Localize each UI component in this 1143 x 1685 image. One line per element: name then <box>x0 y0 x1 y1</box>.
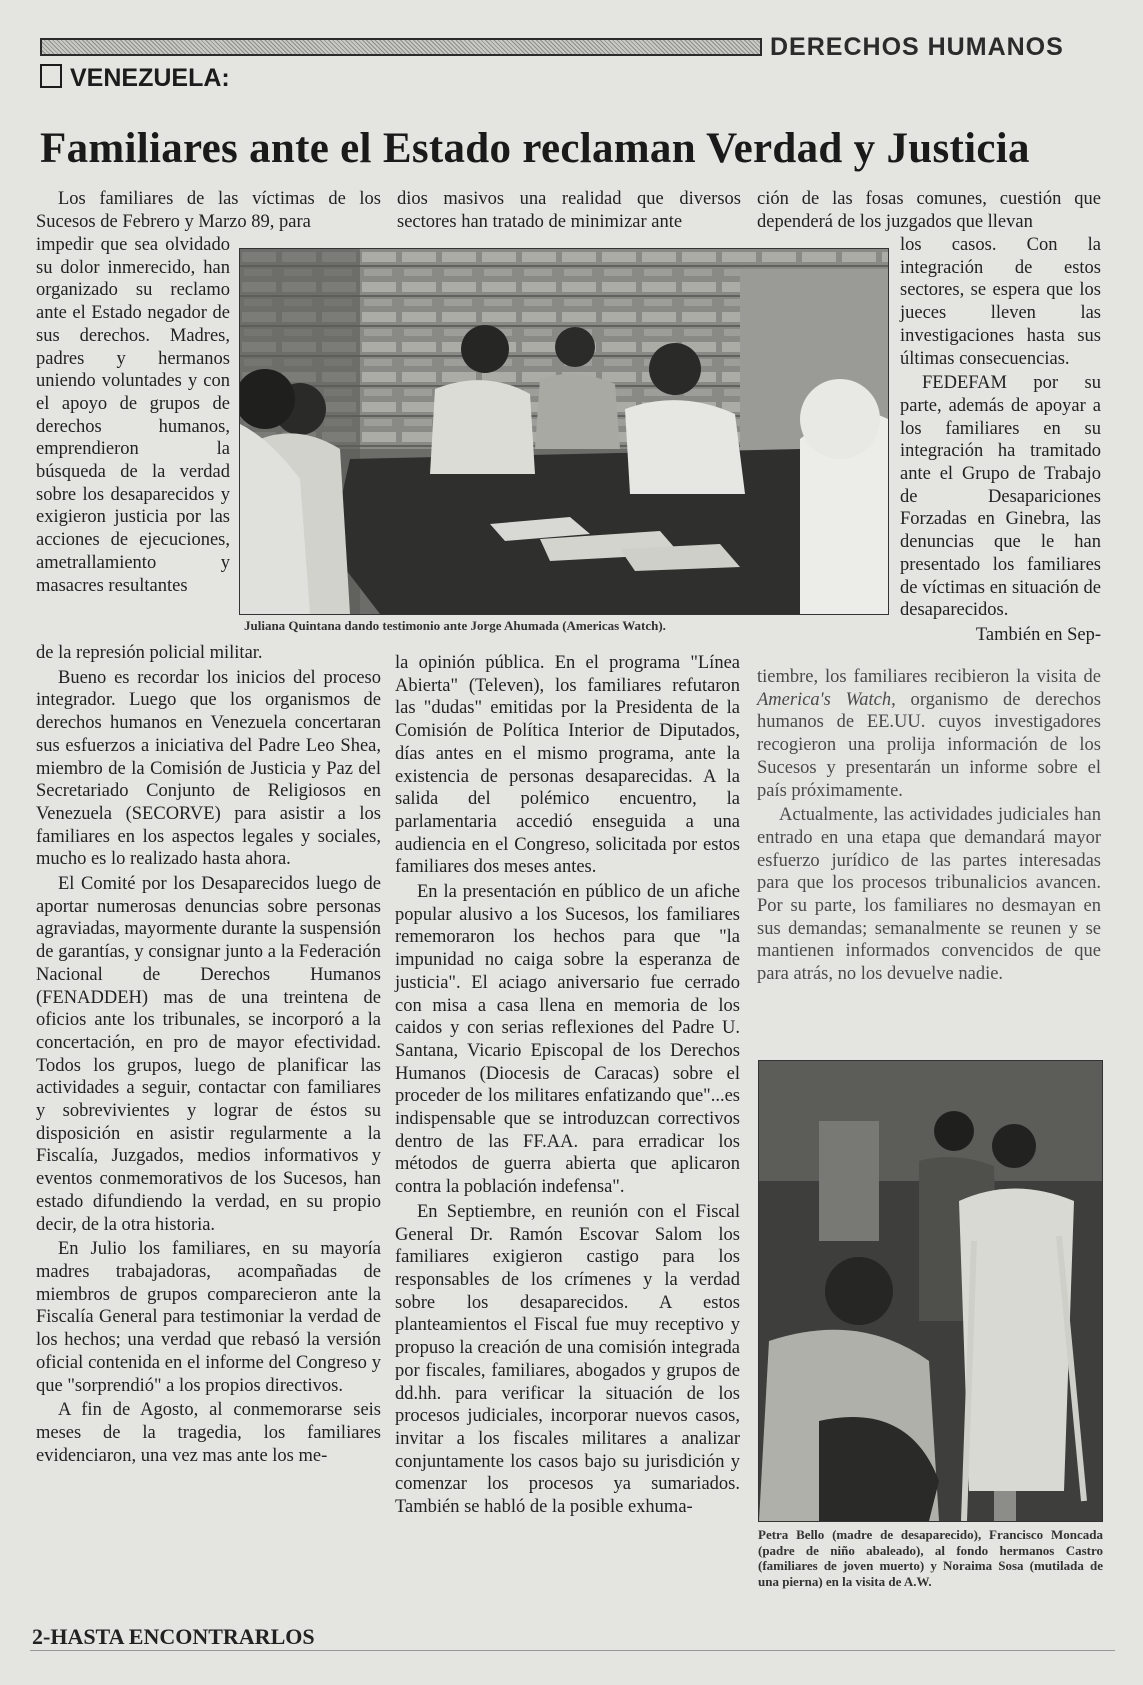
col2-paragraph-2: En la presentación en público de un afiche popular alusivo a los Sucesos, los familiares rememoraron los hechos para que "la impunidad no caiga sobre la esperanza de justicia". El aciago aniversario fue cerrado con misa a casa llena en memoria de los caidos y con serias reflexiones del Padre U. Santana, Vicario Episcopal de los Derechos Humanos (Diocesis de Caracas) sobre el proceder de los militares enfatizando que"...es indispensable que se introduzcan correctivos dentro de las FF.AA. para erradicar los métodos de guerra abierta que aplicaron contra la población indefensa". <box>395 882 740 1198</box>
checkbox-square-icon <box>40 64 62 88</box>
col2-paragraph-3: En Septiembre, en reunión con el Fiscal General Dr. Ramón Escovar Salom los familiares exigieron castigo para los responsables de los crímenes y la verdad sobre los desaparecidos. A estos planteamientos el Fiscal fue muy receptivo y propuso la creación de una comisión integrada por fiscales, familiares, abogados y grupos de dd.hh. para verificar la situación de los procesos judiciales, incorporar nuevos casos, invitar a los fiscales militares a analizar conjuntamente los casos bajo su jurisdición y comenzar los procesos ya sumariados. También se habló de la posible exhuma- <box>395 1201 740 1518</box>
americas-watch-name: America's Watch <box>757 689 892 710</box>
photo-testimony-caption: Juliana Quintana dando testimonio ante Jorge Ahumada (Americas Watch). <box>244 618 666 633</box>
col3-paragraph-2: FEDEFAM por su parte, además de apoyar a los familiares en su integración ha tramitado ante el Grupo de Trabajo de Desapariciones Forzadas en Ginebra, las denuncias que le han presentado los familiares de víctimas en situación de desaparecidos. <box>900 373 1101 621</box>
col1-intro <box>36 188 381 233</box>
col1-paragraph-2: Bueno es recordar los inicios del proceso integrador. Luego que los organismos de derechos humanos en Venezuela concertaran sus esfuerzos a iniciativa del Padre Leo Shea, miembro de la Comisión de Justicia y Paz del Secretariado Conjunto de Religiosos en Venezuela (SECORVE) para asistir a los familiares en los aspectos legales y sociales, mucho es lo realizado hasta ahora. <box>36 667 381 870</box>
col3-paragraph-3b: tiembre, los familiares recibieron la visita de America's Watch, organismo de derechos humanos de EE.UU. cuyos investigadores recogieron una prolija información de los Sucesos y presentarán un informe sobre el país próximamente. <box>757 667 1101 801</box>
col2-paragraph-top: dios masivos una realidad que diversos sectores han tratado de minimizar ante <box>397 189 741 232</box>
country-label: VENEZUELA: <box>70 64 230 92</box>
col1-main <box>36 642 381 1467</box>
col1-paragraph-5: A fin de Agosto, al conmemorarse seis meses de la tragedia, los familiares evidenciaron, una vez mas ante los me- <box>36 1400 381 1466</box>
col1-paragraph-4: En Julio los familiares, en su mayoría madres trabajadoras, acompañadas de miembros de grupos comparecieron ante la Fiscalía General para testimoniar la verdad de los hechos; una verdad que rebasó la versión oficial contenida en el informe del Congreso y que "sorprendió" a los propios directivos. <box>36 1239 381 1396</box>
photo-testimony <box>239 248 889 615</box>
photo-visit-caption: Petra Bello (madre de desaparecido), Francisco Moncada (padre de niño abaleado), al fondo hermanos Castro (familiares de joven muerto) y Noraima Sosa (mutilada de una pierna) en la visita de A.W. <box>758 1527 1103 1589</box>
col1-paragraph-1c: de la represión policial militar. <box>36 643 263 663</box>
col1-paragraph-3: El Comité por los Desaparecidos luego de aportar numerosas denuncias sobre personas agraviadas, mayormente durante la suspensión de garantías, y consignar junto a la Federación Nacional de Derechos Humanos (FENADDEH) mas de una treintena de oficios ante los tribunales, se incorporó a la concertación, en pro de mayor efectividad. Todos los grupos, luego de planificar las actividades a seguir, contactar con familiares y sobrevivientes y lograr de éstos su disposición en asistir regularmente a la Fiscalía, Juzgados, medios informativos y eventos conmemorativos de los Sucesos, han estado difundiendo la verdad, en su propio decir, de la otra historia. <box>36 874 381 1235</box>
photo-visit <box>758 1060 1103 1522</box>
col1-paragraph-1a: Los familiares de las víctimas de los Sucesos de Febrero y Marzo 89, para <box>36 189 381 232</box>
col3-narrow <box>900 234 1101 647</box>
col2-main <box>395 652 740 1519</box>
col3-paragraph-3a: También en Sep- <box>975 624 1101 645</box>
col3-main <box>757 666 1101 986</box>
page-footer: 2-HASTA ENCONTRARLOS <box>32 1624 315 1649</box>
article-headline: Familiares ante el Estado reclaman Verdad y Justicia <box>40 125 1030 172</box>
col3-paragraph-4: Actualmente, las actividades judiciales han entrado en una etapa que demandará mayor esfuerzo jurídico de las partes interesadas para que los procesos tribunalicios avancen. Por su parte, los familiares no desmayan en sus demandas; semanalmente se reunen y se mantienen informados convencidos de que para atrás, no los devuelve nadie. <box>757 805 1101 985</box>
section-header-bar <box>40 38 762 56</box>
col3-paragraph-top: ción de las fosas comunes, cuestión que dependerá de los juzgados que llevan <box>757 189 1101 232</box>
col2-top <box>397 188 741 233</box>
section-title: DERECHOS HUMANOS <box>770 33 1064 61</box>
col1-narrow <box>36 234 230 597</box>
col1-paragraph-1b: impedir que sea olvidado su dolor inmerecido, han organizado su reclamo ante el Estado negador de sus derechos. Madres, padres y hermanos uniendo voluntades y con el apoyo de grupos de derechos humanos, emprendieron la búsqueda de la verdad sobre los desaparecidos y exigieron justicia por las acciones de ejecuciones, ametrallamiento y masacres resultantes <box>36 235 230 596</box>
col2-paragraph-1: la opinión pública. En el programa "Línea Abierta" (Televen), los familiares refutaron las "dudas" emitidas por la Presidenta de la Comisión de Política Interior de Diputados, días antes en el mismo programa, ante la existencia de personas desaparecidas. A la salida del polémico encuentro, la parlamentaria accedió enseguida a una audiencia en el Congreso, solicitada por estos familiares dos meses antes. <box>395 653 740 878</box>
col3-top <box>757 188 1101 233</box>
footer-rule <box>30 1650 1115 1651</box>
col3-paragraph-1: los casos. Con la integración de estos sectores, se espera que los jueces lleven las investigaciones hasta sus últimas consecuencias. <box>900 235 1101 369</box>
